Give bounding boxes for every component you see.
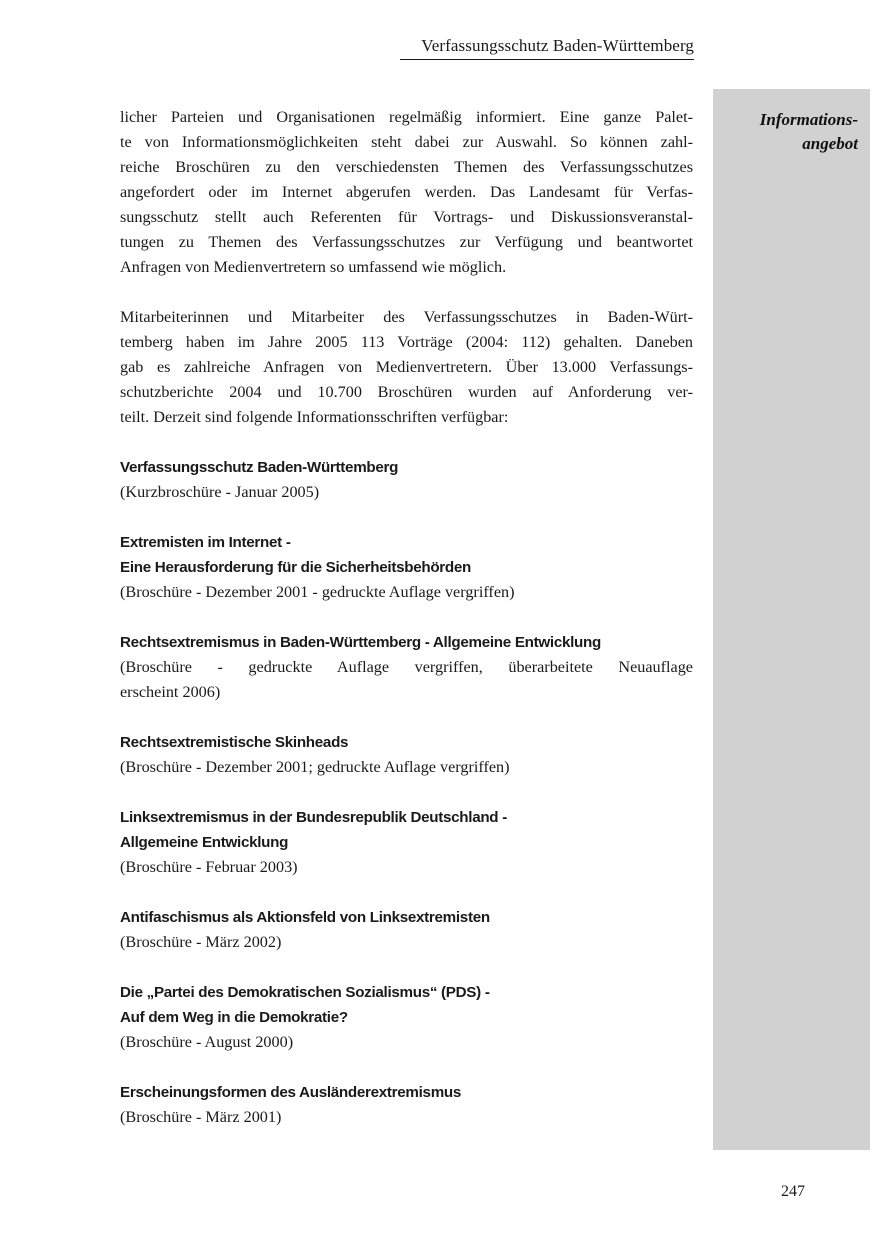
publication-description: (Broschüre - Dezember 2001; gedruckte Auflage vergriffen) xyxy=(120,758,510,776)
header-rule xyxy=(400,59,694,60)
paragraph-line: temberg haben im Jahre 2005 113 Vorträge (2004: 112) gehalten. Daneben xyxy=(120,333,693,351)
publication-title: Eine Herausforderung für die Sicherheitsbehörden xyxy=(120,559,472,576)
body-paragraph xyxy=(120,105,693,280)
paragraph-line: angefordert oder im Internet abgerufen werden. Das Landesamt für Verfas- xyxy=(120,183,693,201)
paragraph-line: Anfragen von Medienvertretern so umfassend wie möglich. xyxy=(120,258,507,276)
body-paragraph xyxy=(120,305,693,430)
publication-entry xyxy=(120,1080,693,1130)
margin-note xyxy=(713,108,858,156)
page-body xyxy=(120,105,693,1155)
publication-title: Verfassungsschutz Baden-Württemberg xyxy=(120,459,399,476)
margin-panel xyxy=(713,89,870,1150)
publication-description: erscheint 2006) xyxy=(120,683,221,701)
margin-note-line: Informations- xyxy=(759,110,858,129)
publication-description: (Broschüre - Dezember 2001 - gedruckte Auflage vergriffen) xyxy=(120,583,515,601)
publication-description: (Broschüre - August 2000) xyxy=(120,1033,294,1051)
publication-title: Rechtsextremismus in Baden-Württemberg - Allgemeine Entwicklung xyxy=(120,634,601,651)
running-header: Verfassungsschutz Baden-Württemberg xyxy=(421,36,694,55)
publication-title: Antifaschismus als Aktionsfeld von Linksextremisten xyxy=(120,909,490,926)
publication-description: (Broschüre - gedruckte Auflage vergriffen, überarbeitete Neuauflage xyxy=(120,658,693,676)
publication-entry xyxy=(120,730,693,780)
paragraph-line: Mitarbeiterinnen und Mitarbeiter des Verfassungsschutzes in Baden-Würt- xyxy=(120,308,693,326)
publication-title: Erscheinungsformen des Ausländerextremismus xyxy=(120,1084,462,1101)
publication-entry xyxy=(120,905,693,955)
publication-entry xyxy=(120,805,693,880)
publication-entry xyxy=(120,980,693,1055)
publication-entry xyxy=(120,630,693,705)
publication-title: Allgemeine Entwicklung xyxy=(120,834,289,851)
publication-description: (Kurzbroschüre - Januar 2005) xyxy=(120,483,320,501)
publication-entry xyxy=(120,530,693,605)
publication-title: Die „Partei des Demokratischen Sozialismus“ (PDS) - xyxy=(120,984,490,1001)
publication-title: Auf dem Weg in die Demokratie? xyxy=(120,1009,348,1026)
paragraph-line: teilt. Derzeit sind folgende Informationsschriften verfügbar: xyxy=(120,408,509,426)
margin-note-line: angebot xyxy=(802,134,858,153)
paragraph-line: sungsschutz stellt auch Referenten für Vortrags- und Diskussionsveranstal- xyxy=(120,208,693,226)
publication-title: Linksextremismus in der Bundesrepublik Deutschland - xyxy=(120,809,507,826)
publication-title: Rechtsextremistische Skinheads xyxy=(120,734,349,751)
publication-title: Extremisten im Internet - xyxy=(120,534,291,551)
paragraph-line: licher Parteien und Organisationen regelmäßig informiert. Eine ganze Palet- xyxy=(120,108,693,126)
page-number: 247 xyxy=(781,1183,805,1200)
publication-description: (Broschüre - Februar 2003) xyxy=(120,858,298,876)
paragraph-line: gab es zahlreiche Anfragen von Medienvertretern. Über 13.000 Verfassungs- xyxy=(120,358,693,376)
paragraph-line: reiche Broschüren zu den verschiedensten Themen des Verfassungsschutzes xyxy=(120,158,693,176)
paragraph-line: te von Informationsmöglichkeiten steht dabei zur Auswahl. So können zahl- xyxy=(120,133,693,151)
paragraph-line: schutzberichte 2004 und 10.700 Broschüren wurden auf Anforderung ver- xyxy=(120,383,693,401)
paragraph-line: tungen zu Themen des Verfassungsschutzes zur Verfügung und beantwortet xyxy=(120,233,693,251)
publication-entry xyxy=(120,455,693,505)
publication-description: (Broschüre - März 2002) xyxy=(120,933,282,951)
publication-description: (Broschüre - März 2001) xyxy=(120,1108,282,1126)
